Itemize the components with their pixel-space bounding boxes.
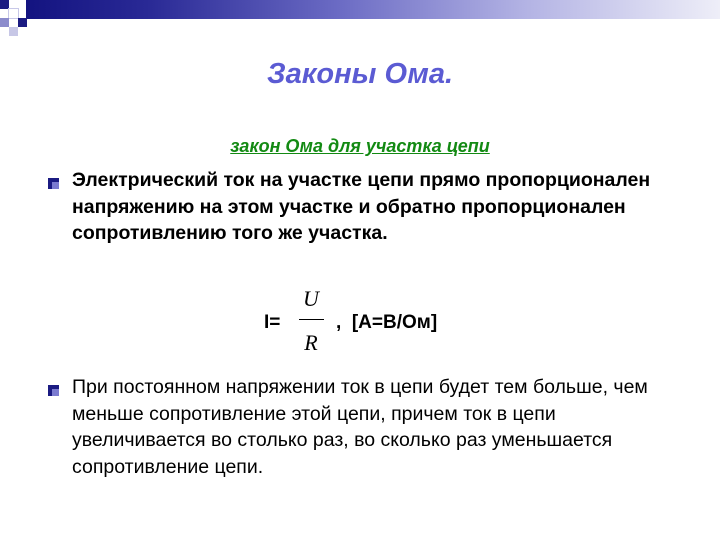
slide-subtitle [0, 136, 720, 157]
formula-units: , [А=В/Ом] [336, 312, 438, 333]
header-square [9, 27, 18, 36]
header-square [0, 0, 9, 9]
header-gradient-bar [26, 0, 720, 19]
bullet-square-icon [48, 385, 59, 396]
formula-fraction [296, 286, 326, 356]
header-square [18, 18, 27, 27]
bullet-text: Электрический ток на участке цепи прямо пропорционален напряжению на этом участке и обратно пропорционален сопротивлению того же участка. [72, 169, 651, 244]
formula-denominator: R [304, 330, 318, 355]
ohm-formula [264, 286, 504, 356]
fraction-bar [299, 319, 324, 320]
formula-numerator: U [303, 286, 319, 311]
slide-subtitle-text: закон Ома для участка цепи [230, 136, 490, 156]
header-square [9, 9, 18, 18]
bullet-square-icon [48, 178, 59, 189]
header-square [0, 18, 9, 27]
slide-title-text: Законы Ома. [266, 58, 454, 90]
bullet-text: При постоянном напряжении ток в цепи будет тем больше, чем меньше сопротивление этой цепи, причем ток в цепи увеличивается во столько раз, во сколько раз уменьшается сопротивление цепи. [72, 376, 648, 478]
formula-lhs: I= [264, 312, 281, 333]
slide-title [0, 58, 720, 91]
